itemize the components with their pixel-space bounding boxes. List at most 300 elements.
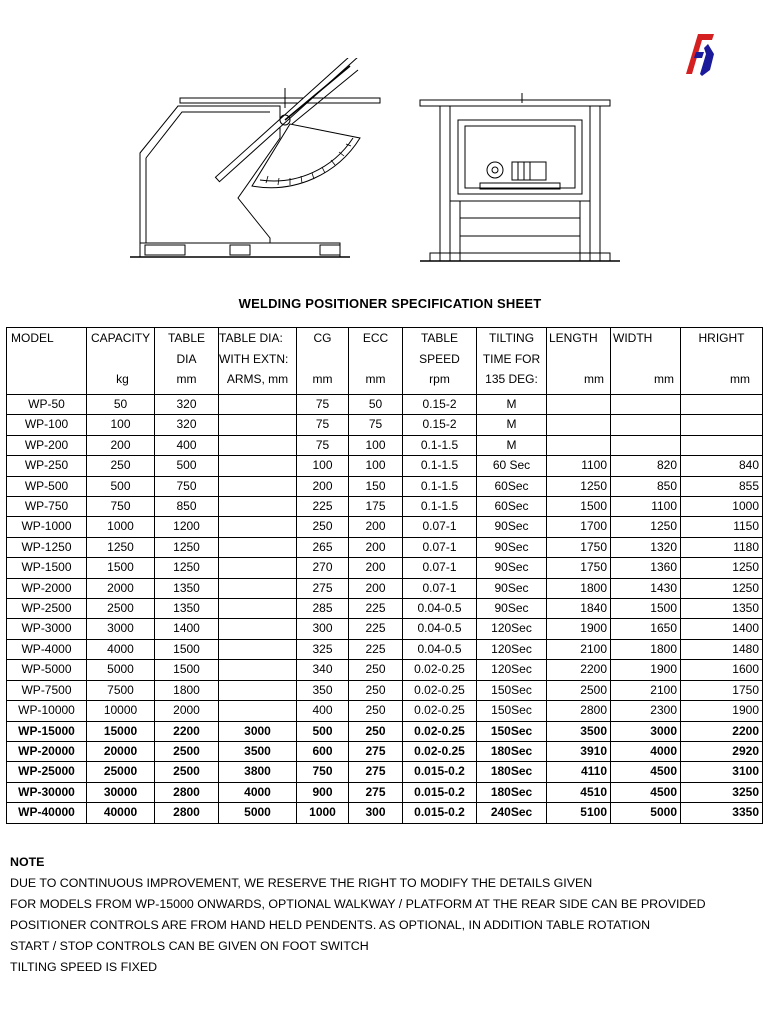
table-cell: 1100 <box>547 456 611 476</box>
table-row <box>7 578 763 598</box>
table-cell: WP-10000 <box>7 701 87 721</box>
column-header-line: WITH EXTN: <box>219 351 289 366</box>
table-cell: 820 <box>611 456 681 476</box>
table-cell <box>219 517 297 537</box>
table-cell: 5000 <box>611 803 681 823</box>
table-cell: 350 <box>297 680 349 700</box>
table-cell: 1430 <box>611 578 681 598</box>
table-cell: 180Sec <box>477 782 547 802</box>
column-header <box>611 328 681 395</box>
table-cell: 400 <box>297 701 349 721</box>
table-cell: 90Sec <box>477 558 547 578</box>
table-cell: M <box>477 395 547 415</box>
table-cell: 2920 <box>681 741 763 761</box>
column-header <box>155 328 219 395</box>
positioner-drawings <box>120 58 640 278</box>
table-cell: 150Sec <box>477 680 547 700</box>
table-cell: 3500 <box>219 741 297 761</box>
table-cell: WP-40000 <box>7 803 87 823</box>
table-cell: 0.04-0.5 <box>403 619 477 639</box>
table-cell: 2100 <box>611 680 681 700</box>
table-cell: 1650 <box>611 619 681 639</box>
table-cell: 225 <box>297 497 349 517</box>
column-header <box>547 328 611 395</box>
table-cell: 0.15-2 <box>403 415 477 435</box>
table-cell: 900 <box>297 782 349 802</box>
table-cell <box>547 435 611 455</box>
table-cell: 200 <box>349 578 403 598</box>
table-row <box>7 517 763 537</box>
table-cell: 100 <box>349 456 403 476</box>
table-cell: 1360 <box>611 558 681 578</box>
table-cell: 1250 <box>547 476 611 496</box>
table-cell: M <box>477 435 547 455</box>
table-cell: 225 <box>349 619 403 639</box>
table-cell: 1350 <box>155 578 219 598</box>
table-cell: WP-3000 <box>7 619 87 639</box>
table-cell: 400 <box>155 435 219 455</box>
table-cell: 0.07-1 <box>403 517 477 537</box>
table-cell: 100 <box>87 415 155 435</box>
table-cell <box>611 415 681 435</box>
table-cell: 1500 <box>155 660 219 680</box>
table-cell: 75 <box>349 415 403 435</box>
column-header <box>219 328 297 395</box>
table-cell: 150Sec <box>477 701 547 721</box>
table-cell: 0.1-1.5 <box>403 476 477 496</box>
column-header-line <box>681 349 762 370</box>
table-cell: 3000 <box>611 721 681 741</box>
sf-logo-icon <box>680 30 720 78</box>
table-cell: 90Sec <box>477 537 547 557</box>
note-line: DUE TO CONTINUOUS IMPROVEMENT, WE RESERVE THE RIGHT TO MODIFY THE DETAILS GIVEN <box>10 876 593 890</box>
table-cell: WP-1000 <box>7 517 87 537</box>
table-row <box>7 476 763 496</box>
table-cell <box>547 395 611 415</box>
table-cell: 200 <box>349 537 403 557</box>
table-cell <box>219 395 297 415</box>
column-header-line: mm <box>365 372 386 386</box>
table-cell <box>219 476 297 496</box>
table-cell: 4500 <box>611 782 681 802</box>
column-header-line: HRIGHT <box>698 331 745 345</box>
table-cell: 2200 <box>681 721 763 741</box>
table-cell: 1500 <box>547 497 611 517</box>
table-row <box>7 782 763 802</box>
table-cell: 4510 <box>547 782 611 802</box>
column-header-line: kg <box>116 372 129 386</box>
table-cell: WP-1250 <box>7 537 87 557</box>
table-row <box>7 660 763 680</box>
table-cell: 1000 <box>297 803 349 823</box>
table-cell: 3000 <box>219 721 297 741</box>
table-cell: 300 <box>297 619 349 639</box>
table-row <box>7 435 763 455</box>
table-cell <box>219 599 297 619</box>
column-header-line: mm <box>176 372 197 386</box>
table-cell: 5000 <box>219 803 297 823</box>
table-cell: WP-200 <box>7 435 87 455</box>
table-cell <box>681 415 763 435</box>
table-row <box>7 415 763 435</box>
table-cell: 0.02-0.25 <box>403 741 477 761</box>
note-line: POSITIONER CONTROLS ARE FROM HAND HELD PENDENTS. AS OPTIONAL, IN ADDITION TABLE ROTATION <box>10 918 651 932</box>
column-header-line <box>297 349 348 370</box>
table-cell: 2100 <box>547 639 611 659</box>
table-cell: 1700 <box>547 517 611 537</box>
table-cell: 750 <box>297 762 349 782</box>
table-cell: WP-20000 <box>7 741 87 761</box>
table-cell <box>681 395 763 415</box>
table-cell: 225 <box>349 639 403 659</box>
table-row <box>7 803 763 823</box>
table-cell <box>219 660 297 680</box>
table-cell: 4110 <box>547 762 611 782</box>
column-header <box>297 328 349 395</box>
table-cell: 2000 <box>87 578 155 598</box>
table-cell: 275 <box>297 578 349 598</box>
table-cell: 200 <box>87 435 155 455</box>
table-cell: 1500 <box>611 599 681 619</box>
table-cell: 320 <box>155 395 219 415</box>
table-cell: 1000 <box>681 497 763 517</box>
table-cell: 265 <box>297 537 349 557</box>
table-cell: 0.015-0.2 <box>403 803 477 823</box>
table-cell: 1600 <box>681 660 763 680</box>
table-cell: 0.15-2 <box>403 395 477 415</box>
table-cell: 4500 <box>611 762 681 782</box>
table-cell: 120Sec <box>477 639 547 659</box>
table-cell: 200 <box>349 517 403 537</box>
column-header <box>349 328 403 395</box>
table-cell: WP-2000 <box>7 578 87 598</box>
column-header-line: MODEL <box>11 331 54 345</box>
table-cell: 1900 <box>611 660 681 680</box>
table-cell: 30000 <box>87 782 155 802</box>
column-header-line: CAPACITY <box>91 331 151 345</box>
column-header <box>87 328 155 395</box>
table-row <box>7 762 763 782</box>
column-header-line: SPEED <box>419 351 460 366</box>
table-cell: 1000 <box>87 517 155 537</box>
table-cell <box>611 435 681 455</box>
column-header-line: CG <box>313 331 332 345</box>
table-cell: 0.02-0.25 <box>403 701 477 721</box>
column-header-line: DIA <box>176 351 197 366</box>
table-cell: 4000 <box>611 741 681 761</box>
table-cell: WP-50 <box>7 395 87 415</box>
table-cell: WP-100 <box>7 415 87 435</box>
table-cell: 275 <box>349 762 403 782</box>
table-cell: 3350 <box>681 803 763 823</box>
table-cell: 1750 <box>681 680 763 700</box>
table-cell: 0.04-0.5 <box>403 639 477 659</box>
column-header-line: TILTING <box>488 331 535 345</box>
table-cell: 250 <box>297 517 349 537</box>
table-cell: 1320 <box>611 537 681 557</box>
column-header-line: TABLE DIA: <box>219 331 283 345</box>
table-cell: 240Sec <box>477 803 547 823</box>
table-cell: 60 Sec <box>477 456 547 476</box>
table-cell: WP-500 <box>7 476 87 496</box>
table-cell <box>219 639 297 659</box>
table-cell: 200 <box>349 558 403 578</box>
note-line: FOR MODELS FROM WP-15000 ONWARDS, OPTIONAL WALKWAY / PLATFORM AT THE REAR SIDE CAN BE PROVIDED <box>10 897 706 911</box>
table-cell: 1250 <box>155 537 219 557</box>
table-cell: 1750 <box>547 558 611 578</box>
table-cell <box>219 415 297 435</box>
table-cell: 200 <box>297 476 349 496</box>
table-cell: 180Sec <box>477 762 547 782</box>
table-cell: 2200 <box>547 660 611 680</box>
column-header-line: TABLE <box>167 331 206 345</box>
table-cell: 75 <box>297 395 349 415</box>
table-cell: 1800 <box>155 680 219 700</box>
table-cell: WP-15000 <box>7 721 87 741</box>
table-cell: 2500 <box>155 762 219 782</box>
table-row <box>7 497 763 517</box>
table-cell <box>219 578 297 598</box>
column-header-line <box>349 349 402 370</box>
table-cell: 180Sec <box>477 741 547 761</box>
table-cell: 275 <box>349 782 403 802</box>
table-cell: 850 <box>611 476 681 496</box>
column-header-line: WIDTH <box>613 331 653 345</box>
table-cell: 750 <box>87 497 155 517</box>
table-cell: 285 <box>297 599 349 619</box>
table-row <box>7 741 763 761</box>
table-cell: 300 <box>349 803 403 823</box>
table-cell: WP-30000 <box>7 782 87 802</box>
column-header-line: mm <box>654 372 674 386</box>
table-row <box>7 395 763 415</box>
table-cell: 850 <box>155 497 219 517</box>
table-cell <box>219 435 297 455</box>
table-row <box>7 701 763 721</box>
table-cell: WP-7500 <box>7 680 87 700</box>
table-cell: 15000 <box>87 721 155 741</box>
table-cell: 1180 <box>681 537 763 557</box>
table-cell: 2500 <box>547 680 611 700</box>
table-cell: 0.04-0.5 <box>403 599 477 619</box>
column-header-line: mm <box>584 372 604 386</box>
table-cell: WP-4000 <box>7 639 87 659</box>
column-header-line: ECC <box>362 331 389 345</box>
table-cell: 1400 <box>681 619 763 639</box>
column-header <box>403 328 477 395</box>
table-cell: 3910 <box>547 741 611 761</box>
table-cell: 750 <box>155 476 219 496</box>
table-cell: 855 <box>681 476 763 496</box>
table-cell: 1250 <box>681 558 763 578</box>
table-cell: 90Sec <box>477 578 547 598</box>
table-cell: 270 <box>297 558 349 578</box>
table-cell: 1480 <box>681 639 763 659</box>
table-row <box>7 599 763 619</box>
table-cell <box>547 415 611 435</box>
table-cell: 250 <box>349 660 403 680</box>
table-cell: 2800 <box>155 803 219 823</box>
column-header-line: LENGTH <box>549 331 598 345</box>
table-row <box>7 558 763 578</box>
column-header-line: ARMS, mm <box>226 372 289 386</box>
table-cell: 4000 <box>87 639 155 659</box>
table-cell: 0.1-1.5 <box>403 435 477 455</box>
table-cell: WP-250 <box>7 456 87 476</box>
table-cell: 340 <box>297 660 349 680</box>
table-cell: WP-25000 <box>7 762 87 782</box>
table-cell: 500 <box>155 456 219 476</box>
table-cell <box>681 435 763 455</box>
note-line: TILTING SPEED IS FIXED <box>10 960 158 974</box>
table-cell: 75 <box>297 415 349 435</box>
table-cell: 1250 <box>681 578 763 598</box>
column-header-line: mm <box>312 372 333 386</box>
table-cell: WP-5000 <box>7 660 87 680</box>
table-cell: M <box>477 415 547 435</box>
table-cell: 50 <box>349 395 403 415</box>
table-cell: 1150 <box>681 517 763 537</box>
column-header-line <box>7 369 86 390</box>
table-cell: 60Sec <box>477 476 547 496</box>
column-header <box>477 328 547 395</box>
table-cell: 1500 <box>87 558 155 578</box>
table-cell: 40000 <box>87 803 155 823</box>
table-cell <box>219 701 297 721</box>
table-row <box>7 639 763 659</box>
table-cell: 1250 <box>611 517 681 537</box>
table-cell: 5000 <box>87 660 155 680</box>
column-header-line <box>611 349 680 370</box>
table-cell: 1350 <box>681 599 763 619</box>
column-header-line: TIME FOR <box>482 351 541 366</box>
table-cell: 225 <box>349 599 403 619</box>
table-row <box>7 537 763 557</box>
table-cell: 0.02-0.25 <box>403 660 477 680</box>
table-cell: 120Sec <box>477 660 547 680</box>
table-cell: 2500 <box>155 741 219 761</box>
table-cell: 2200 <box>155 721 219 741</box>
column-header-line <box>87 349 154 370</box>
table-cell: 1250 <box>155 558 219 578</box>
table-cell: 50 <box>87 395 155 415</box>
table-cell: 1750 <box>547 537 611 557</box>
notes-heading: NOTE <box>10 855 45 869</box>
table-cell <box>611 395 681 415</box>
table-cell <box>219 558 297 578</box>
page-title: WELDING POSITIONER SPECIFICATION SHEET <box>238 296 542 311</box>
specification-table <box>6 327 763 824</box>
table-cell: 275 <box>349 741 403 761</box>
table-cell: 90Sec <box>477 517 547 537</box>
table-cell: 250 <box>349 701 403 721</box>
column-header <box>7 328 87 395</box>
table-cell: 320 <box>155 415 219 435</box>
table-cell: 3100 <box>681 762 763 782</box>
front-view-drawing <box>420 93 620 261</box>
table-cell: 0.015-0.2 <box>403 762 477 782</box>
table-cell: 1200 <box>155 517 219 537</box>
table-cell: 3250 <box>681 782 763 802</box>
table-cell: 1250 <box>87 537 155 557</box>
table-cell: 1350 <box>155 599 219 619</box>
column-header-line <box>547 349 610 370</box>
column-header-line: rpm <box>429 372 450 386</box>
table-row <box>7 680 763 700</box>
table-cell: 0.015-0.2 <box>403 782 477 802</box>
table-cell: 0.02-0.25 <box>403 721 477 741</box>
table-cell: 1900 <box>681 701 763 721</box>
note-line: START / STOP CONTROLS CAN BE GIVEN ON FOOT SWITCH <box>10 939 369 953</box>
table-cell: 2800 <box>155 782 219 802</box>
table-cell: 150 <box>349 476 403 496</box>
table-cell: 3500 <box>547 721 611 741</box>
table-cell: 250 <box>349 680 403 700</box>
table-cell: 600 <box>297 741 349 761</box>
table-cell: 250 <box>349 721 403 741</box>
table-cell <box>219 497 297 517</box>
table-row <box>7 619 763 639</box>
column-header-line: 135 DEG: <box>485 372 538 386</box>
table-cell: 100 <box>349 435 403 455</box>
table-cell: 120Sec <box>477 619 547 639</box>
table-cell: 0.07-1 <box>403 537 477 557</box>
table-cell: 500 <box>297 721 349 741</box>
column-header-line: TABLE <box>420 331 459 345</box>
table-cell: 2800 <box>547 701 611 721</box>
table-cell: 7500 <box>87 680 155 700</box>
table-cell: 1400 <box>155 619 219 639</box>
table-cell: 4000 <box>219 782 297 802</box>
column-header <box>681 328 763 395</box>
table-cell: 1900 <box>547 619 611 639</box>
table-cell: 2500 <box>87 599 155 619</box>
table-cell: 0.07-1 <box>403 578 477 598</box>
table-cell: 2000 <box>155 701 219 721</box>
table-cell: 1800 <box>547 578 611 598</box>
table-cell: 0.02-0.25 <box>403 680 477 700</box>
table-cell: 100 <box>297 456 349 476</box>
header-row <box>7 328 763 395</box>
table-cell: 90Sec <box>477 599 547 619</box>
table-cell <box>219 456 297 476</box>
table-cell: 75 <box>297 435 349 455</box>
table-cell: 1800 <box>611 639 681 659</box>
table-cell <box>219 680 297 700</box>
table-cell: 150Sec <box>477 721 547 741</box>
table-cell: 500 <box>87 476 155 496</box>
side-view-drawing <box>130 58 380 257</box>
table-cell: 0.1-1.5 <box>403 497 477 517</box>
table-cell: WP-2500 <box>7 599 87 619</box>
table-cell: 25000 <box>87 762 155 782</box>
table-cell <box>219 537 297 557</box>
table-row <box>7 456 763 476</box>
table-cell: 20000 <box>87 741 155 761</box>
table-cell: WP-750 <box>7 497 87 517</box>
column-header-line: mm <box>730 372 750 386</box>
table-cell: 325 <box>297 639 349 659</box>
table-cell: 2300 <box>611 701 681 721</box>
table-cell: 3800 <box>219 762 297 782</box>
table-cell: 840 <box>681 456 763 476</box>
table-cell: 60Sec <box>477 497 547 517</box>
table-cell: 0.1-1.5 <box>403 456 477 476</box>
table-cell: WP-1500 <box>7 558 87 578</box>
table-cell: 1500 <box>155 639 219 659</box>
notes-section <box>10 852 760 978</box>
table-row <box>7 721 763 741</box>
